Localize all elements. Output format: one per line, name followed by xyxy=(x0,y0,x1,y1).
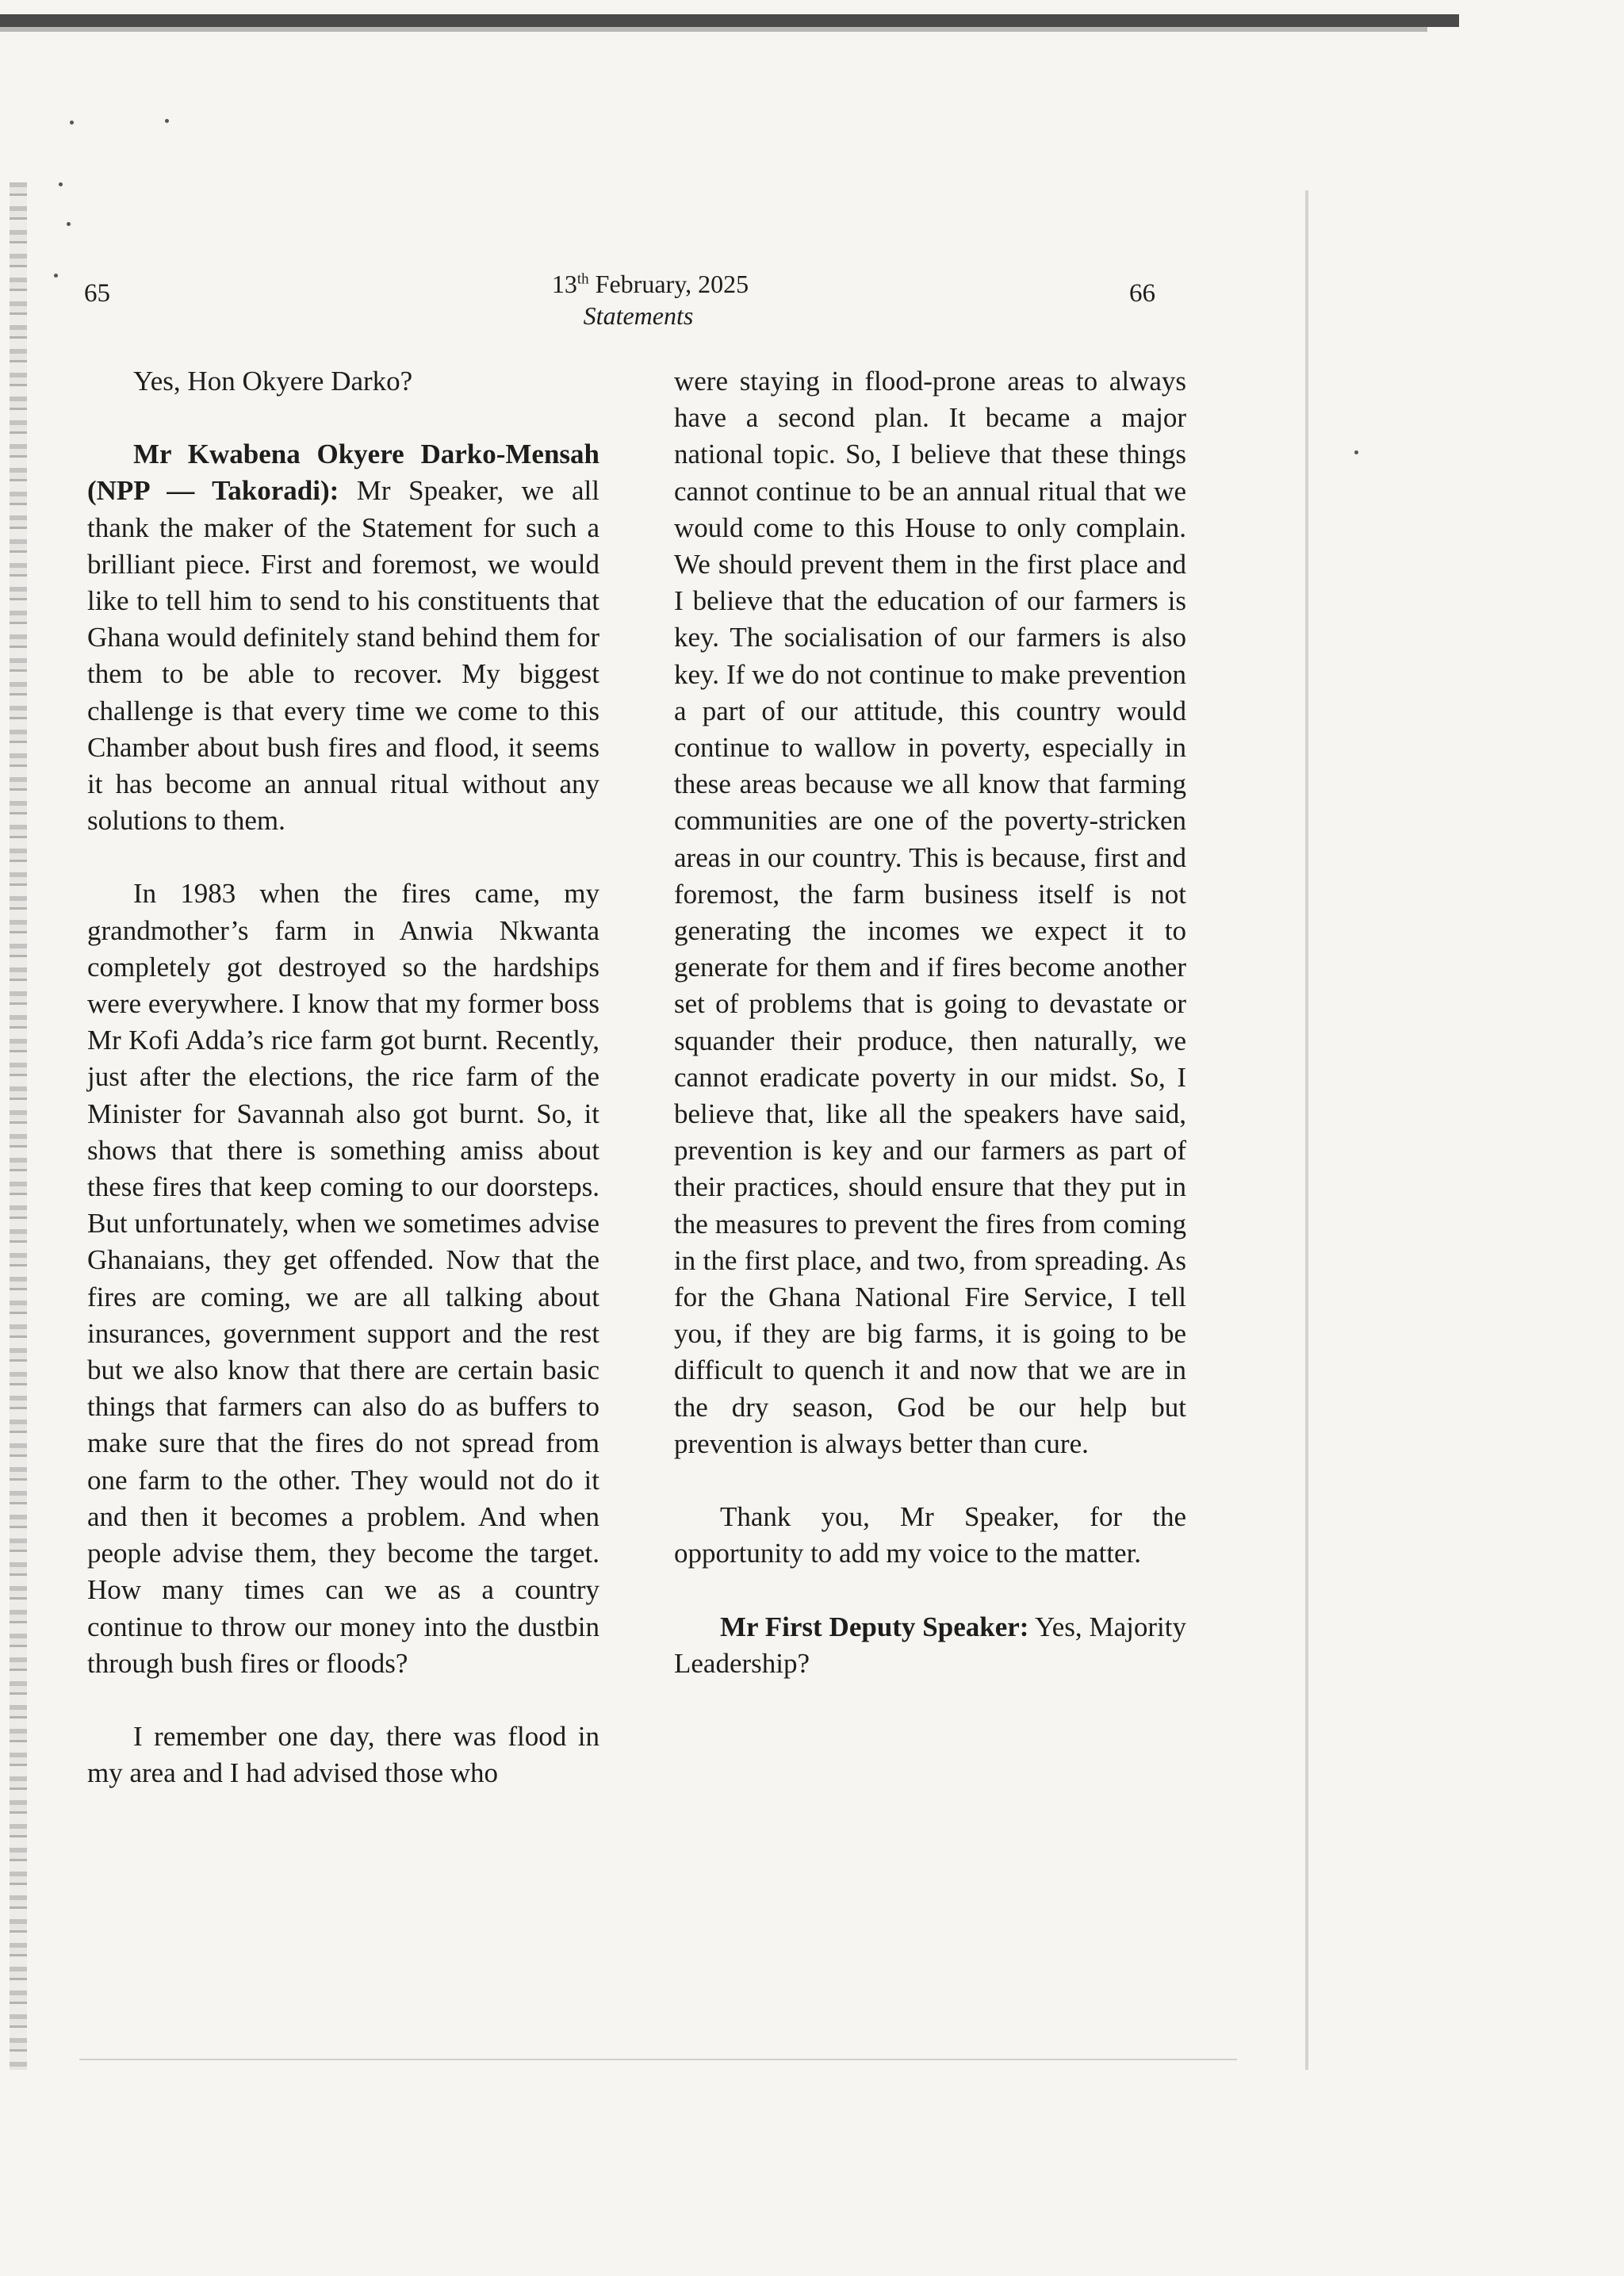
speech-paragraph: were staying in flood-prone areas to always have a second plan. It became a major national topic. So, I believe that these things cannot continue to be an annual ritual that we would come to this House to only complain. We should prevent them in the first place and I believe that the education of our farmers is key. The socialisation of our farmers is also key. If we do not continue to make prevention a part of our attitude, this country would continue to wallow in poverty, especially in these areas because we all know that farming communities are one of the poverty-stricken areas in our country. This is because, first and foremost, the farm business itself is not generating the incomes we expect it to generate for them and if fires become another set of problems that is going to devastate or squander their produce, then naturally, we cannot eradicate poverty in our midst. So, I believe that, like all the speakers have said, prevention is key and our farmers as part of their practices, should ensure that they put in the measures to prevent the fires from coming in the first place, and two, from spreading. As for the Ghana National Fire Service, I tell you, if they are big farms, it is going to be difficult to quench it and now that we are in the dry season, God be our help but prevention is always better than cure. xyxy=(674,366,1186,1459)
speaker-name: Mr Kwabena Okyere Darko-Mensah (NPP — Takoradi): xyxy=(87,439,599,507)
speaker-name: Mr First Deputy Speaker: xyxy=(720,1611,1029,1642)
scan-bottom-line xyxy=(79,2059,1237,2060)
chair-call xyxy=(674,1609,1186,1682)
scan-speck xyxy=(1354,450,1358,454)
scan-top-edge xyxy=(0,14,1459,27)
scan-fold-line xyxy=(1305,190,1308,2070)
scan-top-shadow xyxy=(0,27,1427,32)
page-number-left: 65 xyxy=(84,279,110,308)
scan-speck xyxy=(70,121,74,125)
scan-binding-edge xyxy=(10,182,27,2070)
date-month-year: February, 2025 xyxy=(588,270,749,298)
page-number-right: 66 xyxy=(1129,279,1155,308)
scan-speck xyxy=(59,182,63,186)
speech-closing: Thank you, Mr Speaker, for the opportunity to add my voice to the matter. xyxy=(674,1501,1186,1569)
speech-paragraph: In 1983 when the fires came, my grandmother’s farm in Anwia Nkwanta completely got destroyed so the hardships were everywhere. I know that my former boss Mr Kofi Adda’s rice farm got burnt. Recently, just after the elections, the rice farm of the Minister for Savannah also got burnt. So, it shows that there is something amiss about these fires that keep coming to our doorsteps. But unfortunately, when we sometimes advise Ghanaians, they get offended. Now that the fires are coming, we are all talking about insurances, government support and the rest but we also know that there are certain basic things that farmers can also do as buffers to make sure that the fires do not spread from one farm to the other. They would not do it and then it becomes a problem. And when people advise them, they become the target. How many times can we as a country continue to throw our money into the dustbin through bush fires or floods? xyxy=(87,878,599,1679)
date-day: 13 xyxy=(551,270,577,298)
left-column xyxy=(87,363,599,1791)
scan-speck xyxy=(67,222,71,226)
section-title: Statements xyxy=(583,301,694,330)
speech-paragraph: I remember one day, there was flood in my area and I had advised those who xyxy=(87,1720,599,1789)
scan-speck xyxy=(165,119,169,123)
speech-text: Mr Speaker, we all thank the maker of the Statement for such a brilliant piece. First and foremost, we would like to tell him to send to his constituents that Ghana would definitely stand behind them for them to be able to recover. My biggest challenge is that every time we come to this Chamber about bush fires and flood, it seems it has become an annual ritual without any solutions to them. xyxy=(87,475,599,837)
speech-opening xyxy=(87,436,599,839)
right-column xyxy=(674,363,1186,1682)
chair-call: Yes, Hon Okyere Darko? xyxy=(133,366,413,397)
speech-text: Yes, Majority Leadership? xyxy=(674,1611,1186,1679)
sitting-date xyxy=(0,270,1300,299)
date-suffix: th xyxy=(576,270,589,288)
